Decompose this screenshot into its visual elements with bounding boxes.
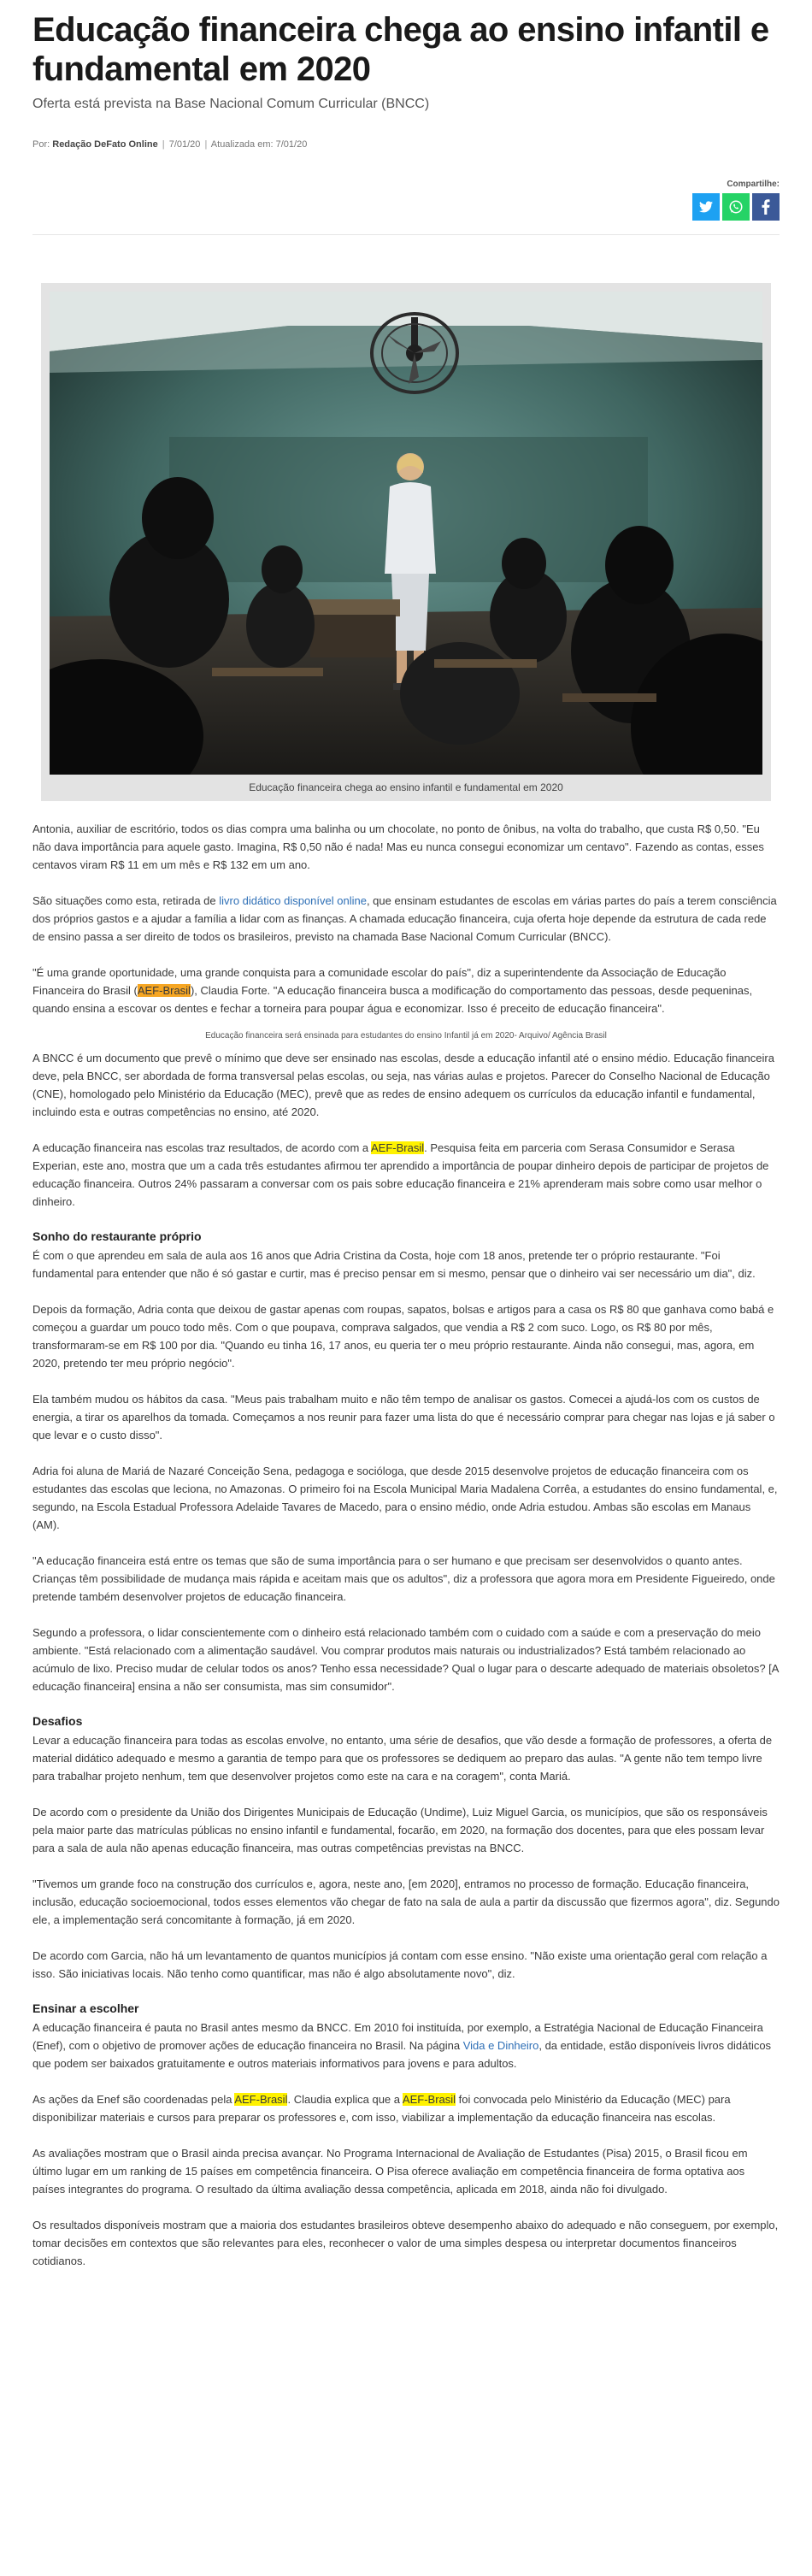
paragraph bbox=[32, 892, 780, 946]
header-divider bbox=[32, 234, 780, 235]
share-bar bbox=[32, 180, 780, 221]
highlighted-term: AEF-Brasil bbox=[137, 984, 191, 997]
page-title: Educação financeira chega ao ensino infantil e fundamental em 2020 bbox=[32, 11, 769, 88]
text-run: . Claudia explica que a bbox=[287, 2093, 403, 2106]
section-heading: Desafios bbox=[32, 1714, 83, 1728]
paragraph: "Tivemos um grande foco na construção dos currículos e, agora, neste ano, [em 2020], entramos no processo de formação. Educação financeira, inclusão, educação socioemocional, todos esses elementos vão chegar de fato na sala de aula a partir da discussão que fizermos agora", diz. Segundo ele, a implementação será concomitante à formação, já em 2020. bbox=[32, 1877, 780, 1926]
byline-separator: | bbox=[204, 139, 208, 150]
share-twitter-button[interactable] bbox=[692, 193, 720, 221]
share-buttons bbox=[32, 193, 780, 221]
text-run: A educação financeira nas escolas traz resultados, de acordo com a bbox=[32, 1141, 372, 1154]
textbook-link[interactable]: livro didático disponível online bbox=[219, 894, 367, 907]
paragraph: De acordo com o presidente da União dos Dirigentes Municipais de Educação (Undime), Luiz Miguel Garcia, os municípios, que são os responsáveis pela maior parte das matrículas públicas no ensino infantil e fundamental, focarão, em 2020, na formação dos docentes, para que eles possam levar para a sala de aula não apenas educação financeira, mas outras competências previstas na BNCC. bbox=[32, 1806, 768, 1854]
text-run: . Pesquisa feita em parceria com Serasa Consumidor e Serasa Experian, este ano, mostra que um a cada três estudantes afirmou ter aprendido a importância de poupar dinheiro depois de participar de projetos de educação financeira. Outros 24% passaram a conversar com os pais sobre educação financeira e 21% aprenderam mais sobre como usar melhor o dinheiro. bbox=[32, 1141, 769, 1208]
byline-prefix: Por: bbox=[32, 139, 50, 150]
section-heading: Sonho do restaurante próprio bbox=[32, 1229, 202, 1243]
article-figure bbox=[41, 283, 771, 801]
publish-date: 7/01/20 bbox=[168, 139, 201, 150]
paragraph: Adria foi aluna de Mariá de Nazaré Conceição Sena, pedagoga e socióloga, que desde 2015 desenvolve projetos de educação financeira com os estudantes das escolas que leciona, no Amazonas. O primeiro foi na Escola Municipal Maria Madalena Corrêa, a estudantes do ensino fundamental, e, segundo, na Escola Estadual Professora Adelaide Tavares de Macedo, para o ensino médio, onde Adria estudou. Ambas são escolas em Manaus (AM). bbox=[32, 1465, 778, 1531]
text-run: São situações como esta, retirada de bbox=[32, 894, 220, 907]
author-link[interactable]: Redação DeFato Online bbox=[52, 139, 158, 150]
text-run: , que ensinam estudantes de escolas em várias partes do país a terem consciência dos próprios gastos e a ajudar a família a lidar com as finanças. A chamada educação financeira, cuja oferta hoje depende da estrutura de cada rede de ensino passa a ser direito de todos os brasileiros, previsto na chamada Base Nacional Comum Curricular (BNCC). bbox=[32, 894, 777, 943]
highlighted-term: AEF-Brasil bbox=[402, 2093, 456, 2106]
figure-caption: Educação financeira chega ao ensino infantil e fundamental em 2020 bbox=[249, 781, 563, 793]
text-run: "É uma grande oportunidade, uma grande conquista para a comunidade escolar do país", diz a superintendente da Associação de Educação Financeira do Brasil ( bbox=[32, 966, 727, 997]
text-run: A educação financeira é pauta no Brasil antes mesmo da BNCC. Em 2010 foi instituída, por exemplo, a Estratégia Nacional de Educação Financeira (Enef), com o objetivo de promover ações de educação financeira no Brasil. Na página bbox=[32, 2021, 763, 2052]
paragraph: Segundo a professora, o lidar conscientemente com o dinheiro está relacionado também com o cuidado com a saúde e com a preservação do meio ambiente. "Está relacionado com a alimentação saudável. Vou comprar produtos mais naturais ou industrializados? Está também relacionado ao acúmulo de lixo. Preciso mudar de celular todos os anos? Tenho essa necessidade? Qual o lugar para o descarte adequado de materiais obsoletos? [A educação financeira] ensina a não ser consumista, mas sim consumidor". bbox=[32, 1626, 779, 1693]
byline-separator: | bbox=[162, 139, 165, 150]
share-whatsapp-button[interactable] bbox=[722, 193, 750, 221]
paragraph: As avaliações mostram que o Brasil ainda precisa avançar. No Programa Internacional de Avaliação de Estudantes (Pisa) 2015, o Brasil ficou em último lugar em um ranking de 15 países em competência financeira. O Pisa oferece avaliação em competência financeira de forma optativa aos países integrantes do programa. O resultado da última avaliação dessa competência, aplicada em 2018, ainda não foi divulgado. bbox=[32, 2147, 748, 2196]
paragraph: É com o que aprendeu em sala de aula aos 16 anos que Adria Cristina da Costa, hoje com 18 anos, pretende ter o próprio restaurante. "Foi fundamental para entender que não é só gastar e curtir, mas é preciso pensar em si mesmo, pensar que o dinheiro vai ser necessário um dia", diz. bbox=[32, 1249, 756, 1280]
facebook-icon bbox=[762, 199, 770, 215]
text-run: , da entidade, estão disponíveis livros didáticos que podem ser baixados gratuitamente e outros materiais informativos para jovens e para adultos. bbox=[32, 2039, 772, 2070]
vida-e-dinheiro-link[interactable]: Vida e Dinheiro bbox=[462, 2039, 539, 2052]
share-label: Compartilhe: bbox=[727, 180, 780, 189]
text-run: foi convocada pelo Ministério da Educação (MEC) para disponibilizar materiais e cursos para preparar os professores e, com isso, viabilizar a implementação da educação financeira nas escolas. bbox=[32, 2093, 731, 2124]
share-facebook-button[interactable] bbox=[752, 193, 780, 221]
paragraph: Levar a educação financeira para todas as escolas envolve, no entanto, uma série de desafios, que vão desde a formação de professores, a oferta de material didático adequado e mesmo a garantia de tempo para que os professores se dediquem ao preparo das aulas. "A gente não tem tempo livre para trabalhar projeto nenhum, tem que desenvolver projetos como este na cara e na coragem", conta Mariá. bbox=[32, 1734, 773, 1783]
paragraph bbox=[32, 2090, 780, 2126]
highlighted-term: AEF-Brasil bbox=[371, 1141, 425, 1154]
text-run: As ações da Enef são coordenadas pela bbox=[32, 2093, 235, 2106]
highlighted-term: AEF-Brasil bbox=[234, 2093, 288, 2106]
whatsapp-icon bbox=[728, 199, 744, 215]
text-run: ), Claudia Forte. "A educação financeira busca a modificação do comportamento das pessoas, desde pequeninas, quando ensina a escovar os dentes e fechar a torneira para poupar água e economizar. Isso é preceito de educação financeira". bbox=[32, 984, 753, 1015]
paragraph bbox=[32, 964, 780, 1017]
paragraph bbox=[32, 1139, 780, 1211]
image-caption: Educação financeira será ensinada para estudantes do ensino Infantil já em 2020- Arquivo/ Agência Brasil bbox=[205, 1031, 607, 1040]
paragraph: De acordo com Garcia, não há um levantamento de quantos municípios já contam com esse ensino. "Não existe uma orientação geral com relação a isso. São iniciativas locais. Não tenho como quantificar, mas não é algo absolutamente novo", diz. bbox=[32, 1949, 768, 1980]
paragraph: A BNCC é um documento que prevê o mínimo que deve ser ensinado nas escolas, desde a educação infantil até o ensino médio. Educação financeira deve, pela BNCC, ser abordada de forma transversal pelas escolas, ou seja, nas várias aulas e projetos. Parecer do Conselho Nacional de Educação (CNE), homologado pelo Ministério da Educação (MEC), prevê que as redes de ensino adequem os currículos da educação infantil e fundamental, incluindo esta e outras competências no ensino, até 2020. bbox=[32, 1052, 774, 1118]
paragraph: "A educação financeira está entre os temas que são de suma importância para o ser humano e que precisam ser desenvolvidos o quanto antes. Crianças têm possibilidade de mudança mais rápida e aceitam mais que os adultos", diz a professora que agora mora em Presidente Figueiredo, onde pretende também desenvolver projetos de educação financeira. bbox=[32, 1554, 775, 1603]
classroom-photo bbox=[50, 292, 762, 775]
updated-date: Atualizada em: 7/01/20 bbox=[210, 139, 308, 150]
paragraph: Depois da formação, Adria conta que deixou de gastar apenas com roupas, sapatos, bolsas e artigos para a casa os R$ 80 que ganhava como babá e começou a guardar um pouco todo mês. Com o que poupava, comprava salgados, que vendia a R$ 2 com suco. Logo, os R$ 80 por mês, transformaram-se em R$ 100 por dia. "Quando eu tinha 16, 17 anos, eu queria ter o meu próprio restaurante. Ainda não consegui, mas, agora, em 2020, pretendo ter meu próprio negócio". bbox=[32, 1303, 774, 1370]
paragraph: Antonia, auxiliar de escritório, todos os dias compra uma balinha ou um chocolate, no ponto de ônibus, na volta do trabalho, que custa R$ 0,50. "Eu não dava importância para aquele gasto. Imagina, R$ 0,50 não é nada! Mas eu nunca consegui economizar um centavo". Fazendo as contas, esses centavos viram R$ 11 em um mês e R$ 132 em um ano. bbox=[32, 822, 764, 871]
byline bbox=[32, 139, 780, 150]
twitter-icon bbox=[699, 201, 713, 213]
paragraph bbox=[32, 2019, 780, 2072]
article-body bbox=[32, 820, 780, 2270]
page-subtitle: Oferta está prevista na Base Nacional Comum Curricular (BNCC) bbox=[32, 97, 430, 111]
section-heading: Ensinar a escolher bbox=[32, 2001, 139, 2015]
paragraph: Os resultados disponíveis mostram que a maioria dos estudantes brasileiros obteve desempenho abaixo do adequado e não conseguem, por exemplo, tomar decisões em contextos que são relevantes para eles, reconhecer o valor de uma simples despesa ou interpretar documentos financeiros cotidianos. bbox=[32, 2219, 779, 2267]
paragraph: Ela também mudou os hábitos da casa. "Meus pais trabalham muito e não têm tempo de analisar os gastos. Comecei a ajudá-los com os custos de energia, a tirar os aparelhos da tomada. Começamos a nos reunir para fazer uma lista do que é necessário comprar para chegar nas lojas e já saber o que levar e o custo disso". bbox=[32, 1393, 775, 1441]
